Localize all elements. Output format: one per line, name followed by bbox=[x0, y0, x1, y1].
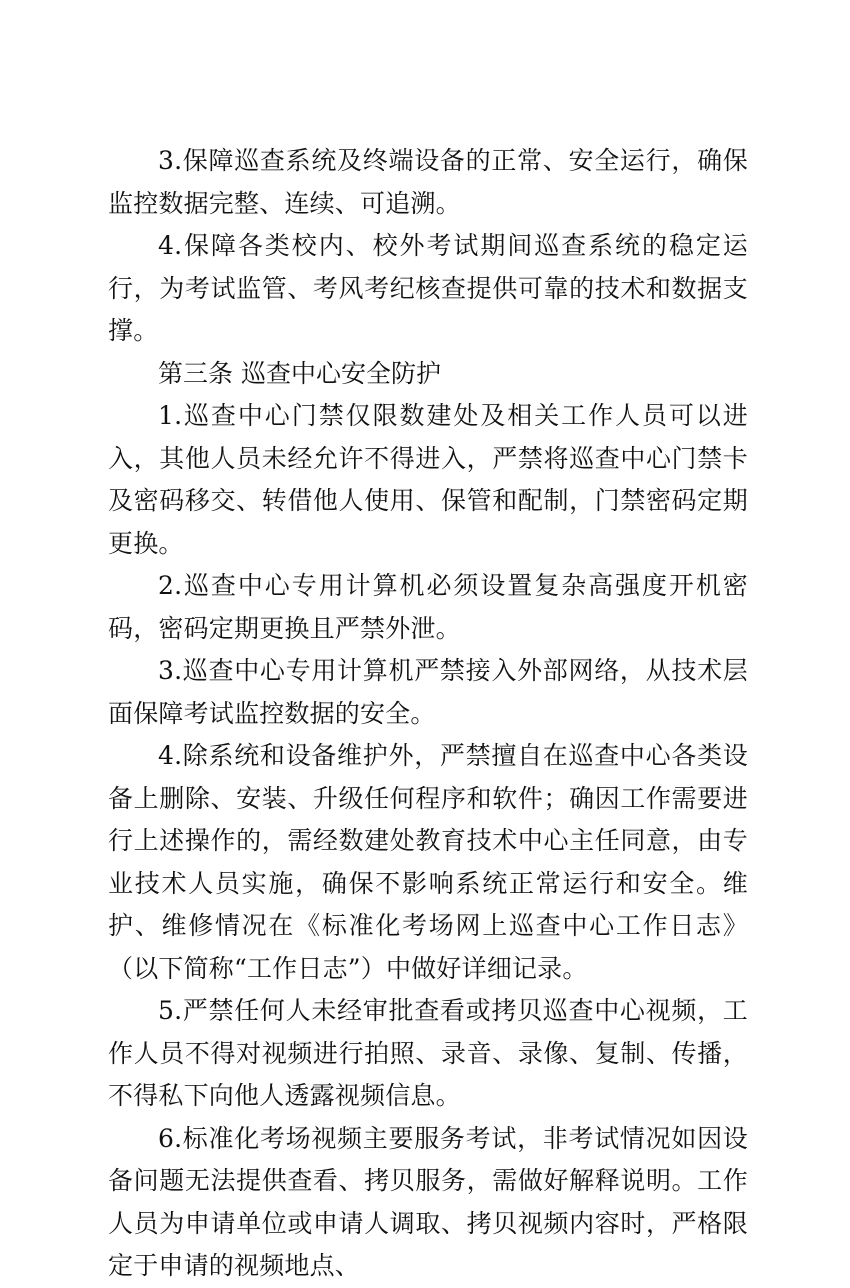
document-page bbox=[108, 140, 748, 1288]
paragraph-item-2-password: 2.巡查中心专用计算机必须设置复杂高强度开机密码，密码定期更换且严禁外泄。 bbox=[108, 571, 748, 643]
paragraph-item-4-exam-support: 4.保障各类校内、校外考试期间巡查系统的稳定运行，为考试监管、考风考纪核查提供可靠的技术和数据支撑。 bbox=[108, 231, 748, 345]
section-heading-article-3: 第三条 巡查中心安全防护 bbox=[158, 358, 441, 388]
paragraph-item-3-network: 3.巡查中心专用计算机严禁接入外部网络，从技术层面保障考试监控数据的安全。 bbox=[108, 656, 748, 728]
paragraph-item-1-access-control: 1.巡查中心门禁仅限数建处及相关工作人员可以进入，其他人员未经允许不得进入，严禁将巡查中心门禁卡及密码移交、转借他人使用、保管和配制，门禁密码定期更换。 bbox=[108, 401, 748, 558]
paragraph-item-6-video-service: 6.标准化考场视频主要服务考试，非考试情况如因设备问题无法提供查看、拷贝服务，需做好解释说明。工作人员为申请单位或申请人调取、拷贝视频内容时，严格限定于申请的视频地点、 bbox=[108, 1123, 748, 1280]
paragraph-item-4-maintenance: 4.除系统和设备维护外，严禁擅自在巡查中心各类设备上删除、安装、升级任何程序和软件；确因工作需要进行上述操作的，需经数建处教育技术中心主任同意，由专业技术人员实施，确保不影响系统正常运行和安全。维护、维修情况在《标准化考场网上巡查中心工作日志》（以下简称“工作日志”）中做好详细记录。 bbox=[108, 741, 748, 983]
paragraph-item-5-video-access: 5.严禁任何人未经审批查看或拷贝巡查中心视频，工作人员不得对视频进行拍照、录音、录像、复制、传播，不得私下向他人透露视频信息。 bbox=[108, 996, 748, 1110]
paragraph-item-3-monitoring: 3.保障巡查系统及终端设备的正常、安全运行，确保监控数据完整、连续、可追溯。 bbox=[108, 146, 748, 218]
